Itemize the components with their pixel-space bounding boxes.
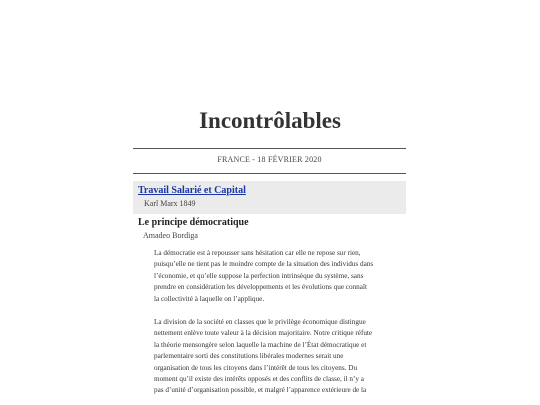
site-title[interactable]: Incontrôlables <box>199 108 341 133</box>
paragraph-line: prendre en considération les développements et les évolutions que connaît <box>154 283 367 292</box>
paragraph-line: pas d’unité d’organisation possible, et malgré l’apparence extérieure de la <box>154 386 367 395</box>
featured-article-box <box>133 181 406 214</box>
paragraph-line: la collectivité à laquelle on l’applique. <box>154 294 265 303</box>
dateline: FRANCE - 18 FÉVRIER 2020 <box>217 155 322 164</box>
article-title: Le principe démocratique <box>138 217 249 228</box>
paragraph-line: la théorie mensongère selon laquelle la machine de l’État démocratique et <box>154 340 367 349</box>
bottom-divider <box>133 173 406 174</box>
article-author: Amadeo Bordiga <box>143 231 198 240</box>
paragraph-line: parlementaire sorti des constitutions libérales modernes serait une <box>154 352 344 361</box>
paragraph-line: nettement enlève toute valeur à la décision majoritaire. Notre critique réfute <box>154 329 373 338</box>
paragraph-line: organisation de tous les citoyens dans l’intérêt de tous les citoyens. Du <box>154 363 358 372</box>
article-paragraph <box>154 248 399 305</box>
paragraph-line: La division de la société en classes que le privilège économique distingue <box>154 318 366 326</box>
featured-article-byline: Karl Marx 1849 <box>144 199 196 208</box>
top-divider <box>133 148 406 149</box>
article-paragraph <box>154 317 399 397</box>
paragraph-line: puisqu’elle ne tient pas le moindre compte de la situation des individus dans <box>154 260 374 269</box>
paragraph-line: l’économie, et qu’elle suppose la perfection intrinsèque du système, sans <box>154 271 364 280</box>
paragraph-line: moment qu’il existe des intérêts opposés et des conflits de classe, il n’y a <box>154 375 364 384</box>
featured-article-link[interactable]: Travail Salarié et Capital <box>138 185 246 196</box>
paragraph-line: La démocratie est à repousser sans hésitation car elle ne repose sur rien, <box>154 249 361 257</box>
